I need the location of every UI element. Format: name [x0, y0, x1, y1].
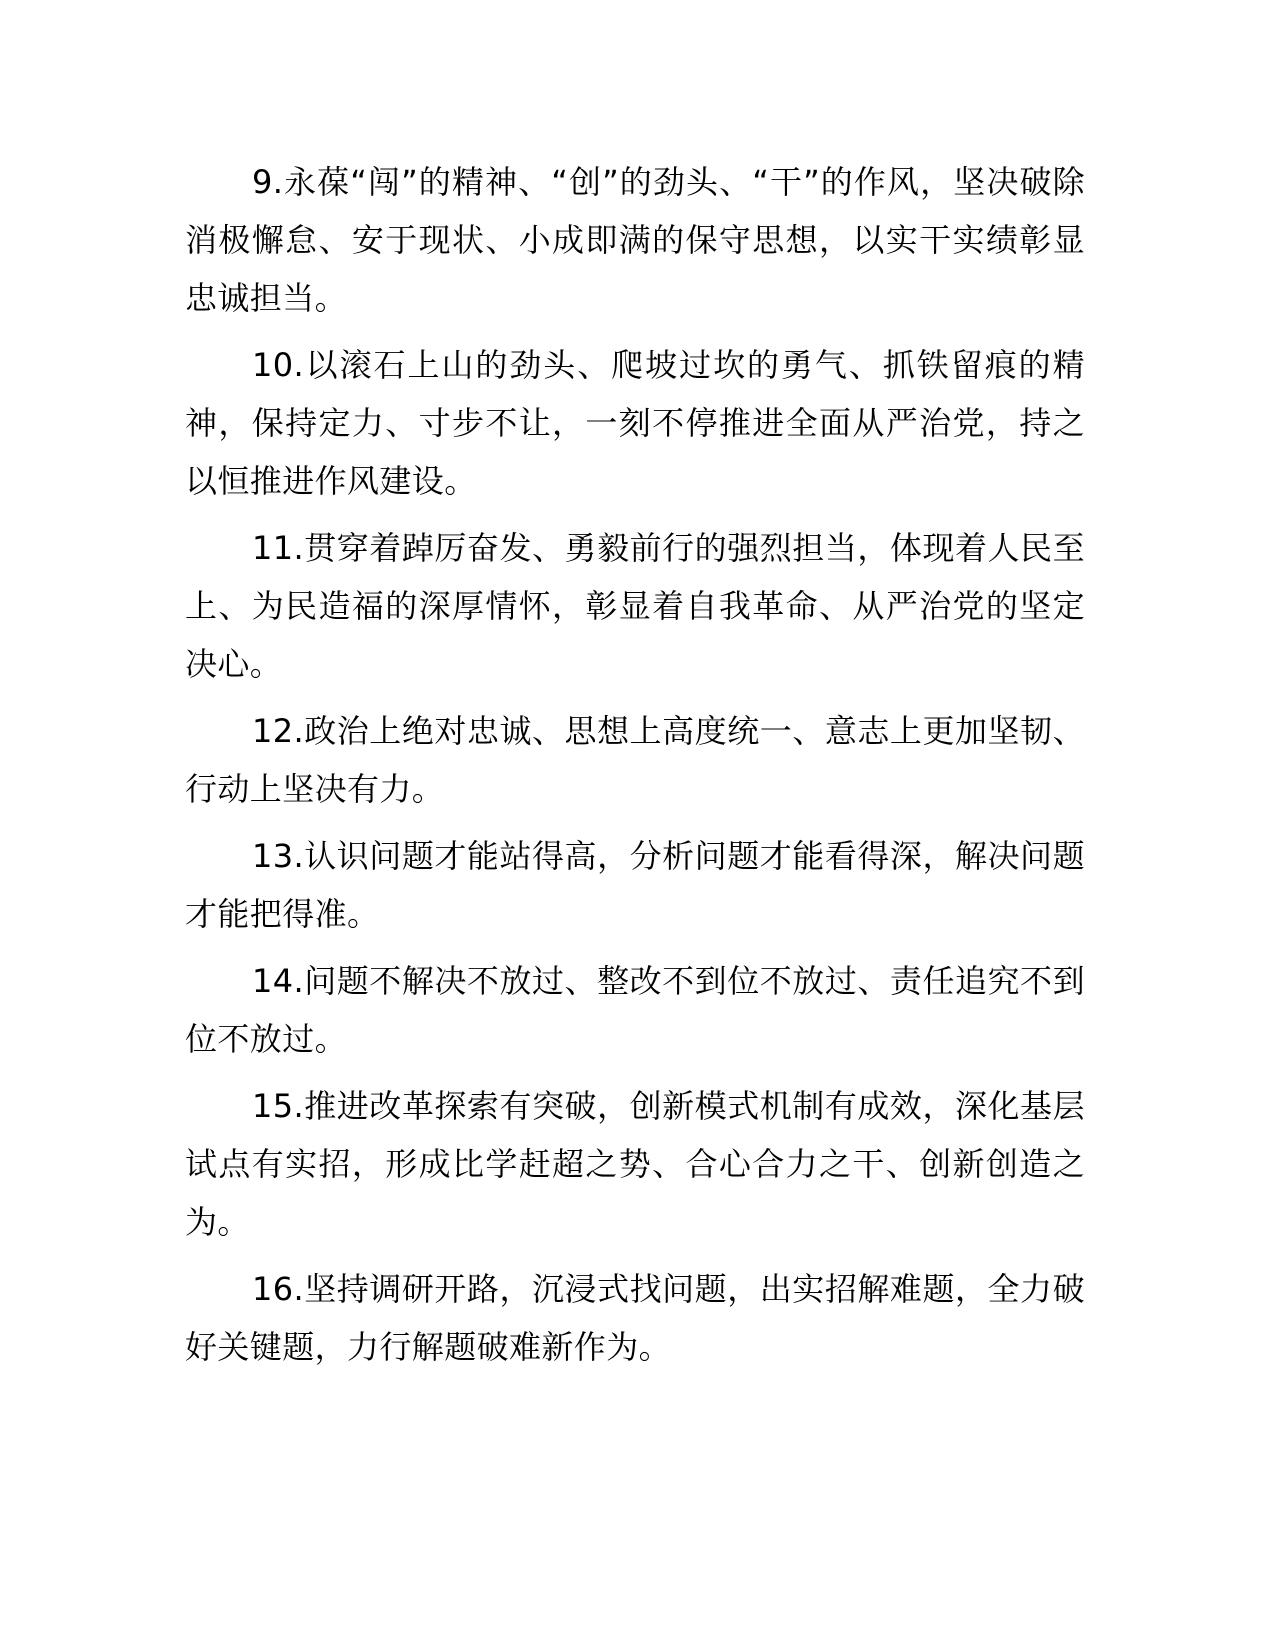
- paragraph-item-9: 9.永葆“闯”的精神、“创”的劲头、“干”的作风，坚决破除消极懈怠、安于现状、小成即满的保守思想，以实干实绩彰显忠诚担当。: [185, 163, 1085, 317]
- paragraph-item-10: 10.以滚石上山的劲头、爬坡过坎的勇气、抓铁留痕的精神，保持定力、寸步不让，一刻不停推进全面从严治党，持之以恒推进作风建设。: [185, 346, 1085, 500]
- paragraph-item-13: 13.认识问题才能站得高，分析问题才能看得深，解决问题才能把得准。: [185, 837, 1085, 933]
- paragraph-item-11: 11.贯穿着踔厉奋发、勇毅前行的强烈担当，体现着人民至上、为民造福的深厚情怀，彰显着自我革命、从严治党的坚定决心。: [185, 529, 1085, 683]
- paragraph-item-15: 15.推进改革探索有突破，创新模式机制有成效，深化基层试点有实招，形成比学赶超之势、合心合力之干、创新创造之为。: [185, 1087, 1085, 1241]
- paragraph-item-14: 14.问题不解决不放过、整改不到位不放过、责任追究不到位不放过。: [185, 962, 1085, 1058]
- paragraph-item-16: 16.坚持调研开路，沉浸式找问题，出实招解难题，全力破好关键题，力行解题破难新作为。: [185, 1270, 1085, 1366]
- paragraph-item-12: 12.政治上绝对忠诚、思想上高度统一、意志上更加坚韧、行动上坚决有力。: [185, 712, 1085, 808]
- document-page: [185, 153, 1085, 1385]
